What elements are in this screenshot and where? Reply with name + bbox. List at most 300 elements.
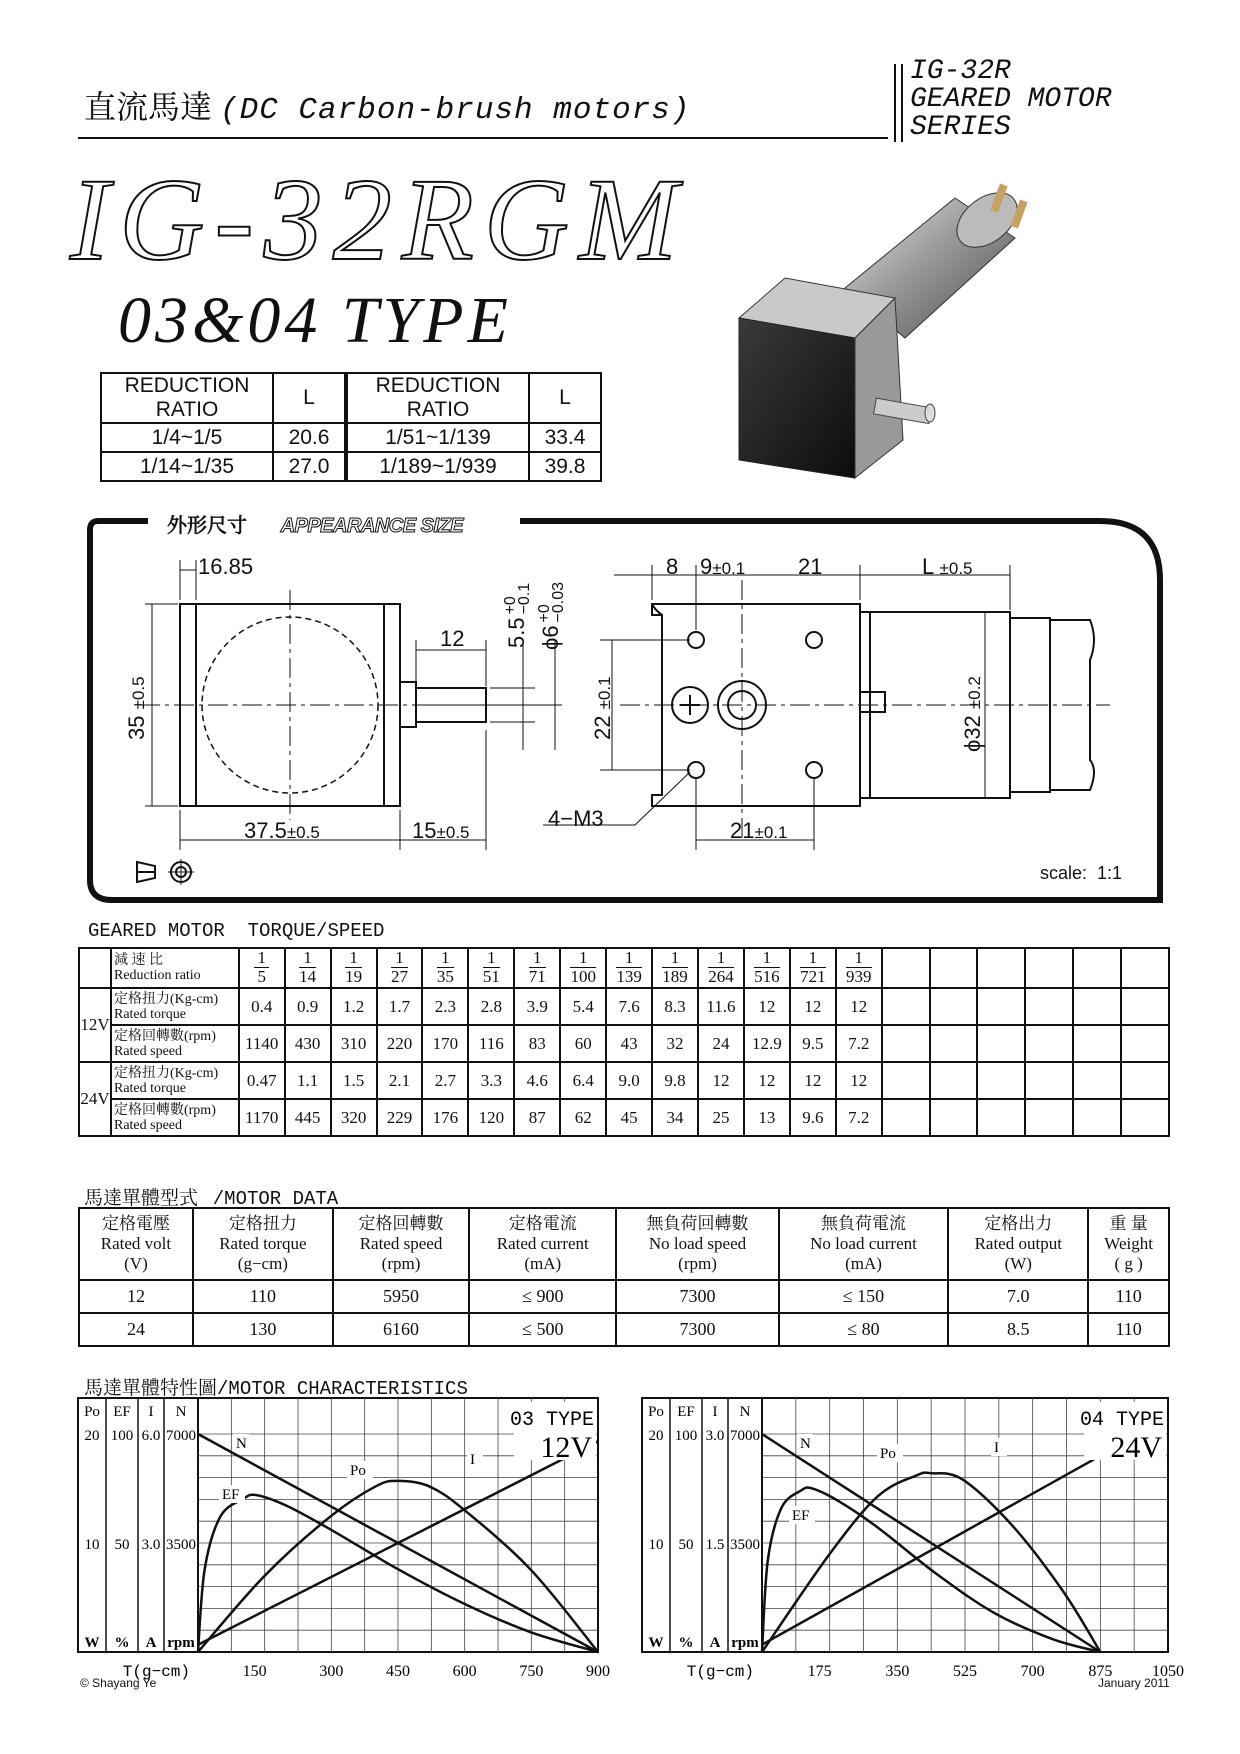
x-tick-label: 600 <box>452 1663 477 1680</box>
motor-data-header <box>1088 1208 1169 1280</box>
dim-5-5-tol-dn: −0.1 <box>516 582 534 615</box>
volt-label: 12V <box>79 988 111 1062</box>
ratio-denominator: 51 <box>482 967 500 986</box>
motor-data-header <box>333 1208 469 1280</box>
series-line-1: IG-32R <box>910 56 1011 87</box>
ratio-numerator: 1 <box>299 949 316 968</box>
ratio-numerator: 1 <box>254 949 269 968</box>
empty-cell <box>1073 988 1121 1025</box>
value-cell: 9.0 <box>606 1062 652 1099</box>
motor-data-cell: 7300 <box>616 1280 778 1313</box>
x-tick-label: 750 <box>519 1663 544 1680</box>
axis-header: Po <box>84 1404 100 1420</box>
axis-mid-value: 10 <box>84 1537 100 1553</box>
empty-cell <box>882 1099 930 1136</box>
dim-35-tol: ±0.5 <box>129 676 148 710</box>
motor-data-header-line: Rated torque <box>219 1234 307 1253</box>
l-cell: 33.4 <box>529 423 601 452</box>
axis-top-value: 6.0 <box>141 1428 161 1444</box>
value-cell: 120 <box>468 1099 514 1136</box>
dim-32-tol: ±0.2 <box>965 676 984 710</box>
ratio-denominator: 516 <box>754 967 780 986</box>
motor-data-title-en: /MOTOR DATA <box>212 1188 339 1210</box>
motor-data-header-line: (mA) <box>845 1254 882 1273</box>
empty-cell <box>930 1025 978 1062</box>
ratio-cell: 1/14~1/35 <box>101 452 273 481</box>
empty-cell <box>1121 948 1169 988</box>
value-cell: 176 <box>422 1099 468 1136</box>
row-label <box>111 988 239 1025</box>
value-cell: 12 <box>698 1062 744 1099</box>
curve-label-N: N <box>236 1436 247 1452</box>
empty-cell <box>1073 948 1121 988</box>
curve-label-EF: EF <box>792 1508 810 1524</box>
ratio-denominator: 139 <box>616 967 642 986</box>
dim-32 <box>960 676 986 752</box>
ratio-numerator: 1 <box>391 949 408 968</box>
l-cell: 20.6 <box>273 423 346 452</box>
axis-top-value: 20 <box>648 1428 664 1444</box>
curve-label-I: I <box>994 1440 999 1456</box>
ratio-numerator: 1 <box>529 949 546 968</box>
empty-cell <box>977 948 1025 988</box>
ratio-numerator: 1 <box>662 949 688 968</box>
row-label-cn: 定格扭力(Kg-cm) <box>113 1065 219 1081</box>
axis-header: I <box>712 1404 718 1420</box>
motor-data-header-line: (rpm) <box>381 1254 421 1273</box>
value-cell: 12 <box>744 988 790 1025</box>
volt-label: 24V <box>1110 1431 1162 1464</box>
value-cell: 12 <box>790 1062 836 1099</box>
axis-unit: rpm <box>731 1635 759 1651</box>
dim-4-m3: 4−M3 <box>548 806 604 831</box>
row-label-cn: 定格回轉數(rpm) <box>113 1028 216 1044</box>
empty-cell <box>882 1062 930 1099</box>
row-label-cn: 定格扭力(Kg-cm) <box>113 991 219 1007</box>
x-tick-label: 1050 <box>1152 1663 1184 1680</box>
value-cell: 62 <box>560 1099 606 1136</box>
value-cell: 45 <box>606 1099 652 1136</box>
value-cell: 9.5 <box>790 1025 836 1062</box>
value-cell: 430 <box>285 1025 331 1062</box>
row-label-en: Rated speed <box>113 1117 183 1133</box>
appearance-title-en: APPEARANCE SIZE <box>280 515 464 537</box>
ratio-header: REDUCTION RATIO <box>346 373 529 423</box>
x-tick-label: 700 <box>1020 1663 1045 1680</box>
axis-unit: A <box>709 1635 721 1651</box>
ratio-denominator: 939 <box>846 967 872 986</box>
dim-9-tol: ±0.1 <box>712 559 746 578</box>
empty-cell <box>930 948 978 988</box>
axis-header: Po <box>648 1404 664 1420</box>
empty-cell <box>977 1025 1025 1062</box>
motor-data-cell: 110 <box>193 1280 333 1313</box>
empty-cell <box>1025 1099 1073 1136</box>
axis-header: I <box>148 1404 154 1420</box>
value-cell: 34 <box>652 1099 698 1136</box>
value-cell: 12.9 <box>744 1025 790 1062</box>
axis-mid-value: 50 <box>678 1537 694 1553</box>
dim-15 <box>412 818 469 844</box>
motor-data-title-cn: 馬達單體型式 <box>84 1188 199 1209</box>
characteristics-title-cn: 馬達單體特性圖 <box>84 1378 218 1399</box>
x-tick-label: 450 <box>386 1663 410 1680</box>
scale-label: scale: 1:1 <box>1040 863 1123 883</box>
ratio-denominator: 5 <box>257 967 266 986</box>
value-cell: 220 <box>377 1025 423 1062</box>
axis-mid-value: 3.0 <box>141 1537 161 1553</box>
empty-cell <box>1025 1025 1073 1062</box>
axis-top-value: 7000 <box>166 1428 196 1444</box>
dim-37-5-value: 37.5 <box>244 818 287 843</box>
axis-unit: % <box>114 1635 130 1651</box>
ratio-fraction <box>285 948 331 988</box>
motor-data-header-line: 定格扭力 <box>228 1214 297 1233</box>
empty-cell <box>1121 1025 1169 1062</box>
motor-data-cell: ≤ 80 <box>779 1313 949 1346</box>
ratio-fraction <box>698 948 744 988</box>
dim-5-5-tol-up: +0 <box>502 596 520 615</box>
value-cell: 1140 <box>239 1025 285 1062</box>
reduction-ratio-table <box>100 372 602 482</box>
ratio-numerator: 1 <box>570 949 596 968</box>
ratio-numerator: 1 <box>345 949 362 968</box>
row-label-en: Rated torque <box>113 1006 186 1022</box>
dim-22 <box>590 676 616 740</box>
axis-top-value: 100 <box>674 1428 698 1444</box>
ratio-denominator: 264 <box>708 967 734 986</box>
value-cell: 0.47 <box>239 1062 285 1099</box>
dim-15-value: 15 <box>412 818 437 843</box>
l-cell: 39.8 <box>529 452 601 481</box>
empty-cell <box>1025 948 1073 988</box>
value-cell: 8.3 <box>652 988 698 1025</box>
value-cell: 87 <box>514 1099 560 1136</box>
ratio-fraction <box>606 948 652 988</box>
motor-data-cell: 110 <box>1088 1280 1169 1313</box>
torque-speed-table <box>78 947 1170 1137</box>
motor-data-header-line: 定格出力 <box>984 1214 1053 1233</box>
axis-unit: % <box>678 1635 694 1651</box>
motor-data-cell: ≤ 900 <box>469 1280 616 1313</box>
value-cell: 3.3 <box>468 1062 514 1099</box>
category-cn: 直流馬達 <box>84 89 213 125</box>
x-tick-label: 350 <box>885 1663 910 1680</box>
value-cell: 2.8 <box>468 988 514 1025</box>
value-cell: 1170 <box>239 1099 285 1136</box>
empty-cell <box>1073 1025 1121 1062</box>
value-cell: 32 <box>652 1025 698 1062</box>
curve-label-I: I <box>470 1452 475 1468</box>
motor-data-cell: 12 <box>79 1280 193 1313</box>
value-cell: 116 <box>468 1025 514 1062</box>
value-cell: 1.1 <box>285 1062 331 1099</box>
ratio-fraction <box>377 948 423 988</box>
ratio-fraction <box>422 948 468 988</box>
empty-cell <box>1121 1062 1169 1099</box>
volt-label: 12V <box>540 1431 592 1464</box>
curve-label-EF: EF <box>222 1487 240 1503</box>
motor-data-header-line: 無負荷電流 <box>821 1214 906 1233</box>
motor-data-header-line: (mA) <box>524 1254 562 1273</box>
row-label <box>111 1062 239 1099</box>
dim-22-value: 22 <box>590 715 615 740</box>
axis-top-value: 3.0 <box>705 1428 725 1444</box>
axis-unit: W <box>84 1635 100 1651</box>
ratio-denominator: 721 <box>800 967 826 986</box>
reduction-ratio-label <box>111 948 239 988</box>
motor-data-header <box>616 1208 778 1280</box>
dim-9 <box>700 554 745 580</box>
motor-data-header-line: ( g ) <box>1114 1254 1143 1273</box>
motor-data-header-line: Rated output <box>974 1234 1062 1253</box>
row-label-en: Rated speed <box>113 1043 183 1059</box>
empty-cell <box>977 988 1025 1025</box>
empty-cell <box>882 988 930 1025</box>
value-cell: 7.2 <box>836 1099 882 1136</box>
curve-label-Po: Po <box>880 1446 896 1462</box>
ratio-denominator: 14 <box>299 967 317 986</box>
motor-data-header-line: 定格電流 <box>508 1214 577 1233</box>
motor-data-header <box>779 1208 949 1280</box>
value-cell: 60 <box>560 1025 606 1062</box>
dim-21-bottom <box>730 818 787 844</box>
motor-data-header-line: (V) <box>124 1254 148 1273</box>
axis-unit: A <box>145 1635 157 1651</box>
ratio-fraction <box>790 948 836 988</box>
motor-data-header-line: (g−cm) <box>237 1254 288 1273</box>
dim-35-value: 35 <box>124 715 149 740</box>
dim-16-85: 16.85 <box>198 554 254 579</box>
value-cell: 0.4 <box>239 988 285 1025</box>
series-label <box>910 58 1112 142</box>
dim-35 <box>124 676 150 740</box>
motor-data-cell: 130 <box>193 1313 333 1346</box>
ratio-fraction <box>836 948 882 988</box>
series-line-3: SERIES <box>910 112 1011 143</box>
empty-cell <box>930 1099 978 1136</box>
value-cell: 25 <box>698 1099 744 1136</box>
dim-37-5-tol: ±0.5 <box>286 823 320 842</box>
value-cell: 1.5 <box>331 1062 377 1099</box>
motor-data-cell: 110 <box>1088 1313 1169 1346</box>
empty-cell <box>1121 1099 1169 1136</box>
motor-data-table <box>78 1207 1170 1347</box>
ratio-numerator: 1 <box>616 949 642 968</box>
empty-cell <box>977 1099 1025 1136</box>
motor-data-header-line: (rpm) <box>678 1254 717 1273</box>
ratio-header: REDUCTION RATIO <box>101 373 273 423</box>
footer-date: January 2011 <box>1098 1676 1170 1690</box>
dim-8: 8 <box>666 554 679 579</box>
axis-mid-value: 50 <box>114 1537 130 1553</box>
motor-data-header <box>79 1208 193 1280</box>
motor-data-header <box>193 1208 333 1280</box>
empty-cell <box>882 1025 930 1062</box>
dim-22-tol: ±0.1 <box>595 676 614 710</box>
value-cell: 12 <box>836 1062 882 1099</box>
ratio-fraction <box>514 948 560 988</box>
ratio-numerator: 1 <box>708 949 734 968</box>
motor-data-header-line: Weight <box>1104 1234 1153 1253</box>
ratio-denominator: 71 <box>528 967 546 986</box>
axis-mid-value: 1.5 <box>705 1537 725 1553</box>
dim-5-5-value: 5.5 <box>504 617 529 648</box>
value-cell: 445 <box>285 1099 331 1136</box>
empty-cell <box>882 948 930 988</box>
product-title: IG-32RGM <box>70 154 688 285</box>
empty-cell <box>1025 1062 1073 1099</box>
value-cell: 310 <box>331 1025 377 1062</box>
ratio-numerator: 1 <box>483 949 500 968</box>
axis-top-value: 100 <box>110 1428 134 1444</box>
header-category <box>84 82 691 128</box>
axis-mid-value: 10 <box>648 1537 664 1553</box>
footer-copyright: © Shayang Ye <box>80 1676 157 1690</box>
motor-data-header-line: 定格回轉數 <box>358 1214 444 1233</box>
curve-label-Po: Po <box>350 1463 366 1479</box>
value-cell: 12 <box>790 988 836 1025</box>
dim-37-5 <box>244 818 320 844</box>
volt-label: 24V <box>79 1062 111 1136</box>
empty-cell <box>930 988 978 1025</box>
ratio-numerator: 1 <box>800 949 826 968</box>
l-header: L <box>273 373 346 423</box>
volt-corner <box>79 948 111 988</box>
ratio-fraction <box>239 948 285 988</box>
motor-data-header-line: No load current <box>810 1234 917 1253</box>
dim-6-value: ϕ6 <box>538 625 563 650</box>
row-label-en: Rated torque <box>113 1080 186 1096</box>
value-cell: 7.2 <box>836 1025 882 1062</box>
value-cell: 1.2 <box>331 988 377 1025</box>
x-tick-label: 175 <box>807 1663 832 1680</box>
axis-header: EF <box>677 1404 695 1420</box>
ratio-numerator: 1 <box>846 949 872 968</box>
l-cell: 27.0 <box>273 452 346 481</box>
value-cell: 9.8 <box>652 1062 698 1099</box>
x-tick-label: 150 <box>242 1663 267 1680</box>
dim-L-value: L <box>922 554 934 579</box>
series-line-2: GEARED MOTOR <box>910 84 1112 115</box>
motor-data-header-line: Rated current <box>496 1234 589 1253</box>
appearance-title-cn: 外形尺寸 <box>167 515 247 537</box>
value-cell: 2.3 <box>422 988 468 1025</box>
dim-L <box>922 554 973 580</box>
axis-mid-value: 3500 <box>166 1537 196 1553</box>
header-rule <box>78 137 888 139</box>
motor-data-header-line: No load speed <box>648 1234 747 1253</box>
reduction-ratio-label-cn: 減 速 比 <box>113 953 163 968</box>
value-cell: 2.1 <box>377 1062 423 1099</box>
value-cell: 2.7 <box>422 1062 468 1099</box>
dim-6 <box>538 582 566 650</box>
appearance-title <box>155 509 475 538</box>
motor-data-header-line: Rated speed <box>359 1234 443 1253</box>
motor-data-header-line: 重 量 <box>1109 1214 1148 1233</box>
ratio-denominator: 100 <box>570 967 596 986</box>
dim-21-bottom-value: 21 <box>730 818 755 843</box>
ratio-fraction <box>744 948 790 988</box>
category-en: (DC Carbon-brush motors) <box>220 93 691 128</box>
value-cell: 24 <box>698 1025 744 1062</box>
value-cell: 7.6 <box>606 988 652 1025</box>
x-tick-label: 900 <box>586 1663 610 1680</box>
torque-speed-title: GEARED MOTOR TORQUE/SPEED <box>88 920 385 942</box>
motor-data-cell: 24 <box>79 1313 193 1346</box>
dim-9-value: 9 <box>700 554 713 579</box>
axis-unit: rpm <box>167 1635 195 1651</box>
dim-21-top: 21 <box>798 554 823 579</box>
motor-data-cell: 7.0 <box>948 1280 1088 1313</box>
axis-mid-value: 3500 <box>730 1537 760 1553</box>
motor-data-cell: ≤ 150 <box>779 1280 949 1313</box>
ratio-denominator: 27 <box>391 967 408 986</box>
value-cell: 83 <box>514 1025 560 1062</box>
l-header: L <box>529 373 601 423</box>
ratio-fraction <box>331 948 377 988</box>
value-cell: 11.6 <box>698 988 744 1025</box>
dim-5-5 <box>504 583 532 648</box>
dim-15-tol: ±0.5 <box>436 823 470 842</box>
reduction-ratio-label-en: Reduction ratio <box>113 968 201 983</box>
appearance-drawing <box>0 500 1240 910</box>
motor-data-header <box>948 1208 1088 1280</box>
product-subtitle: 03&04 TYPE <box>118 284 512 357</box>
empty-cell <box>977 1062 1025 1099</box>
value-cell: 12 <box>836 988 882 1025</box>
motor-data-title <box>84 1183 338 1210</box>
ratio-denominator: 35 <box>436 967 454 986</box>
series-bar <box>894 64 903 142</box>
value-cell: 43 <box>606 1025 652 1062</box>
row-label-cn: 定格回轉數(rpm) <box>113 1102 216 1118</box>
row-label <box>111 1025 239 1062</box>
ratio-cell: 1/51~1/139 <box>346 423 529 452</box>
motor-data-cell: 7300 <box>616 1313 778 1346</box>
dim-21-bottom-tol: ±0.1 <box>754 823 788 842</box>
x-axis-label: T(g−cm) <box>686 1663 754 1681</box>
axis-header: N <box>175 1404 187 1420</box>
axis-header: N <box>739 1404 751 1420</box>
ratio-denominator: 189 <box>662 967 688 986</box>
motor-data-cell: 6160 <box>333 1313 469 1346</box>
x-axis-label: T(g−cm) <box>122 1663 190 1681</box>
motor-data-header-line: (W) <box>1004 1254 1032 1273</box>
value-cell: 1.7 <box>377 988 423 1025</box>
x-tick-label: 525 <box>953 1663 977 1680</box>
dim-32-value: ϕ32 <box>960 715 985 752</box>
ratio-fraction <box>560 948 606 988</box>
x-tick-label: 300 <box>319 1663 344 1680</box>
empty-cell <box>1073 1062 1121 1099</box>
motor-data-cell: ≤ 500 <box>469 1313 616 1346</box>
row-label <box>111 1099 239 1136</box>
type-label: 04 TYPE <box>1079 1409 1164 1432</box>
value-cell: 320 <box>331 1099 377 1136</box>
ratio-fraction <box>652 948 698 988</box>
axis-top-value: 7000 <box>730 1428 760 1444</box>
ratio-cell: 1/4~1/5 <box>101 423 273 452</box>
motor-data-header-line: 定格電壓 <box>101 1214 170 1233</box>
empty-cell <box>1073 1099 1121 1136</box>
value-cell: 0.9 <box>285 988 331 1025</box>
curve-label-N: N <box>800 1436 811 1452</box>
value-cell: 13 <box>744 1099 790 1136</box>
motor-data-header-line: 無負荷回轉數 <box>646 1214 749 1233</box>
dim-12: 12 <box>440 626 465 651</box>
value-cell: 6.4 <box>560 1062 606 1099</box>
